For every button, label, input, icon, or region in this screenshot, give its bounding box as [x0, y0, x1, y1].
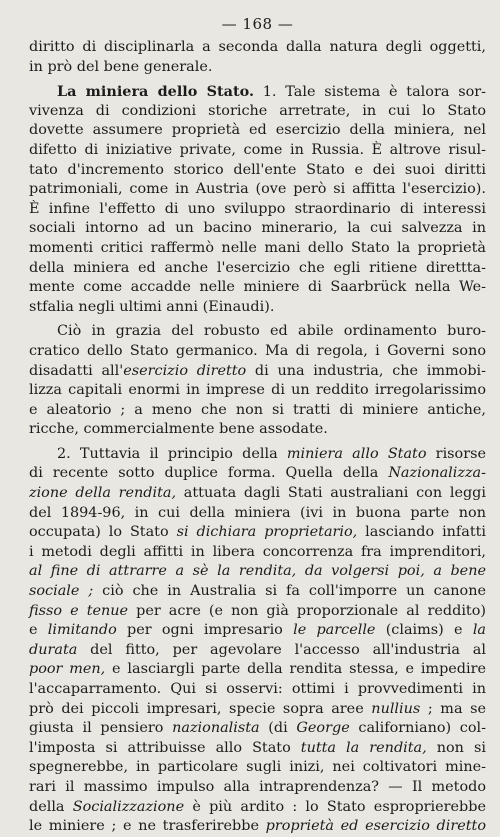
text-line	[29, 562, 486, 582]
page-body	[29, 38, 486, 837]
text-segment: e aleatorio ; a meno che non si tratti di miniere antiche,	[29, 401, 486, 418]
text-segment: in prò del bene generale.	[29, 58, 213, 75]
text-segment: ricche, commercialmente bene assodate.	[29, 421, 328, 438]
text-line	[29, 680, 486, 700]
italic-text-segment: nazionalista	[172, 720, 260, 737]
italic-text-segment: sociale ;	[29, 583, 94, 600]
text-line	[29, 660, 486, 680]
text-line	[29, 445, 486, 465]
text-segment: giusta il pensiero	[29, 720, 173, 737]
text-line	[29, 102, 486, 122]
text-line	[29, 641, 486, 661]
italic-text-segment: le parcelle	[293, 622, 376, 639]
text-line	[29, 758, 486, 778]
italic-text-segment: la	[472, 622, 487, 639]
text-segment: ciò che in Australia si fa coll'imporre un canone	[93, 583, 486, 600]
text-segment: i metodi degli affitti in libera concorrenza fra imprenditori,	[29, 543, 486, 560]
text-line	[29, 200, 486, 220]
italic-text-segment: limitando	[47, 622, 117, 639]
italic-text-segment: si dichiara proprietario,	[176, 524, 358, 541]
text-segment: diritto di disciplinarla a seconda dalla natura degli oggetti,	[29, 39, 486, 55]
text-line	[29, 504, 486, 524]
text-segment: l'accaparramento. Qui si osservi: ottimi i provvedimenti in	[29, 681, 486, 697]
text-segment: è più ardito : lo Stato esproprierebbe	[184, 798, 486, 815]
text-segment: del 1894-96, in cui della miniera (ivi in buona parte non	[29, 504, 486, 521]
text-segment: risorse	[426, 445, 486, 462]
text-segment: dovette assumere proprietà ed esercizio della miniera, nel	[29, 122, 486, 139]
text-segment: cratico dello Stato germanico. Ma di regola, i Governi sono	[29, 342, 486, 359]
text-segment: patrimoniali, come in Austria (ove però si affitta l'esercizio).	[29, 181, 486, 198]
text-segment: (di	[259, 720, 297, 737]
text-line	[29, 420, 486, 440]
italic-text-segment: poor men,	[29, 661, 106, 678]
text-segment: difetto di iniziative private, come in Russia. È altrove risul-	[29, 141, 486, 158]
text-segment: della	[29, 798, 73, 815]
text-line	[29, 342, 486, 362]
text-line	[29, 739, 486, 759]
text-line	[29, 582, 486, 602]
text-line	[29, 121, 486, 141]
text-line	[29, 82, 486, 102]
text-line	[29, 322, 486, 342]
italic-text-segment: durata	[29, 641, 78, 658]
text-line	[29, 543, 486, 563]
text-line	[29, 161, 486, 181]
text-line	[29, 298, 486, 318]
text-segment: 2. Tuttavia il principio della	[57, 445, 287, 462]
italic-text-segment: al fine di attrarre a sè la rendita, da volgersi poi, a bene	[29, 563, 486, 580]
text-segment: ; ma se	[420, 700, 486, 717]
italic-text-segment: tutta la rendita,	[300, 739, 427, 756]
text-line	[29, 141, 486, 161]
text-line	[29, 180, 486, 200]
text-segment: lizza capitali enormi in imprese di un reddito irregolarissimo	[29, 382, 486, 399]
text-segment: e lasciargli parte della rendita stessa, e impedire	[105, 661, 487, 678]
text-line	[29, 523, 486, 543]
text-line	[29, 239, 486, 259]
text-segment: disadatti all'	[29, 362, 124, 379]
text-line	[29, 219, 486, 239]
text-line	[29, 259, 486, 279]
text-segment: Ciò in grazia del robusto ed abile ordinamento buro-	[57, 323, 486, 340]
text-line	[29, 798, 486, 818]
text-segment: mente come accadde nelle miniere di Saarbrück nella We-	[29, 279, 486, 296]
text-line	[29, 362, 486, 382]
text-line	[29, 602, 486, 622]
text-line	[29, 278, 486, 298]
italic-text-segment: George	[296, 720, 350, 737]
italic-text-segment: esercizio diretto	[123, 362, 247, 379]
text-segment: e	[29, 622, 48, 639]
text-segment: di recente sotto duplice forma. Quella della	[29, 465, 389, 482]
page-number: — 168 —	[221, 15, 294, 33]
text-segment: lasciando infatti	[357, 524, 487, 541]
text-segment: occupata) lo Stato	[29, 524, 177, 541]
text-segment: 1. Tale sistema è talora sor-	[253, 84, 486, 101]
text-segment: tato d'incremento storico dell'ente Stato e dei suoi diritti	[29, 161, 486, 178]
text-segment: l'imposta si attribuisse allo Stato	[29, 739, 301, 756]
text-line	[29, 700, 486, 720]
italic-text-segment: fisso e tenue	[29, 602, 129, 619]
text-line	[29, 778, 486, 798]
text-segment: per acre (e non già proporzionale al reddito)	[128, 602, 486, 619]
text-line	[29, 401, 486, 421]
text-line	[29, 381, 486, 401]
text-segment: vivenza di condizioni storiche arretrate, in cui lo Stato	[29, 102, 486, 119]
text-segment: (claims) e	[375, 622, 473, 639]
text-segment: stfalia negli ultimi anni (Einaudi).	[29, 298, 275, 315]
text-line	[29, 817, 486, 837]
italic-text-segment: zione della rendita,	[29, 485, 177, 502]
text-segment: rari il massimo impulso alla intraprendenza? — Il metodo	[29, 778, 486, 795]
text-line	[29, 719, 486, 739]
text-segment: californiano) col-	[349, 720, 486, 737]
text-line	[29, 621, 486, 641]
text-segment: sociali intorno ad un bacino minerario, la cui salvezza in	[29, 220, 486, 237]
text-segment: del fitto, per agevolare l'accesso all'industria al	[77, 641, 486, 658]
text-segment: spegnerebbe, in particolare sugli inizi, nei coltivatori mine-	[29, 759, 486, 776]
italic-text-segment: Socializzazione	[72, 798, 185, 815]
text-line	[29, 484, 486, 504]
text-line	[29, 38, 486, 58]
section-heading: La miniera dello Stato.	[57, 83, 254, 101]
italic-text-segment: nullius	[371, 700, 421, 717]
text-segment: per ogni impresario	[116, 622, 294, 639]
text-segment: È infine l'effetto di uno sviluppo straordinario di interessi	[29, 200, 486, 217]
text-segment: non si	[426, 739, 486, 756]
text-line	[29, 58, 486, 78]
italic-text-segment: miniera allo Stato	[286, 445, 427, 462]
text-segment: della miniera ed anche l'esercizio che egli ritiene direttta-	[29, 259, 486, 276]
text-segment: prò dei piccoli impresari, specie sopra aree	[29, 700, 372, 717]
text-segment: di una industria, che immobi-	[246, 362, 486, 379]
italic-text-segment: Nazionalizza-	[388, 465, 486, 482]
text-segment: le miniere ; e ne trasferirebbe	[29, 818, 266, 835]
text-segment: attuata dagli Stati australiani con leggi	[176, 485, 486, 502]
text-line	[29, 464, 486, 484]
italic-text-segment: proprietà ed esercizio diretto	[265, 818, 486, 835]
text-segment: momenti critici raffermò nelle mani dello Stato la proprietà	[29, 239, 486, 256]
